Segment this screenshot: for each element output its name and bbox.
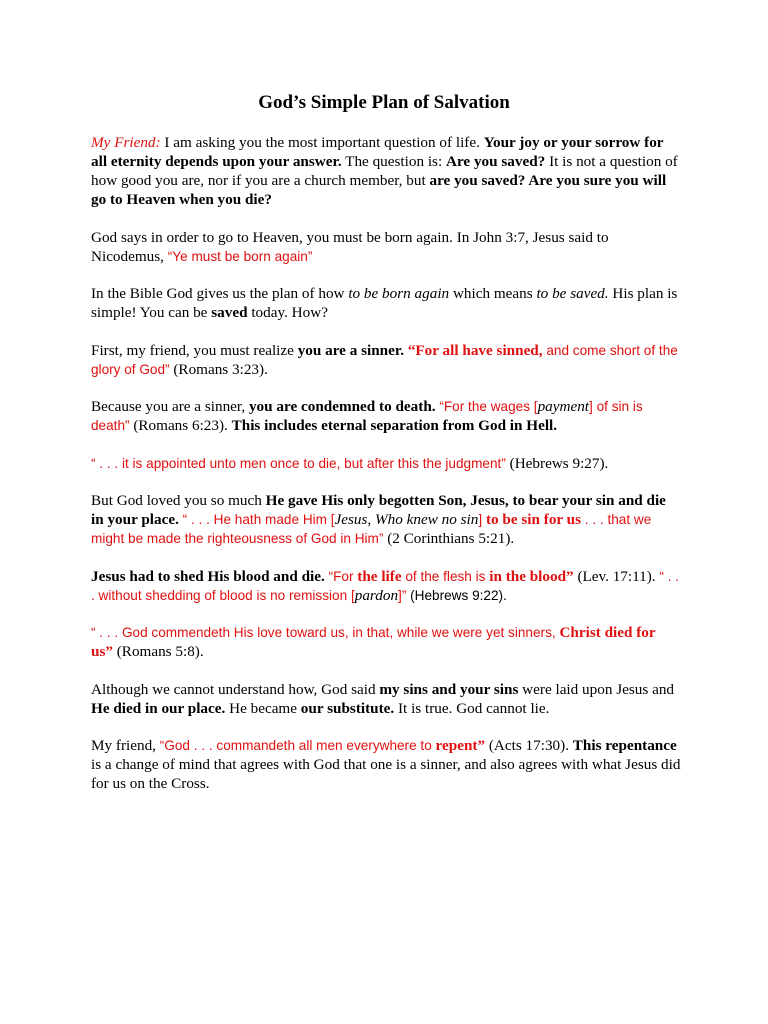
paragraph-my-friend: My Friend: I am asking you the most important question of life. Your joy or your sorrow for all eternity depends upon your answer. The question is: Are you saved? It is not a question of how good you are, nor if you are a church member, but are you saved? Are you sure you will go to Heaven when you die?: [91, 134, 678, 208]
paragraph-repent: My friend, “God . . . commandeth all men everywhere to repent” (Acts 17:30). This repentance is a change of mind that agrees with God that one is a sinner, and also agrees with what Jesus did for us on the Cross.: [91, 737, 681, 792]
page-title: God’s Simple Plan of Salvation: [258, 92, 510, 113]
paragraph-born-again: God says in order to go to Heaven, you must be born again. In John 3:7, Jesus said to Nicodemus, “Ye must be born again”: [91, 228, 609, 265]
scripture-quote: and come short of the glory of God”: [91, 342, 678, 377]
scripture-quote: “For the wages [: [435, 399, 538, 414]
scripture-quote: “God . . . commandeth all men everywhere to: [159, 738, 436, 753]
scripture-quote: “ . . . God commendeth His love toward us, in that, while we were yet sinners,: [91, 625, 560, 640]
paragraph-substitute: Although we cannot understand how, God said my sins and your sins were laid upon Jesus and He died in our place. He became our substitute. It is true. God cannot lie.: [91, 680, 675, 717]
paragraph-gods-love: But God loved you so much He gave His only begotten Son, Jesus, to bear your sin and die in your place. “ . . . He hath made Him [Jesus, Who knew no sin] to be sin for us . . . that we might be made the righteousness of God in Him” (2 Corinthians 5:21).: [91, 492, 666, 547]
greeting: My Friend:: [91, 134, 161, 151]
paragraph-judgment: “ . . . it is appointed unto men once to die, but after this the judgment” (Hebrews 9:27).: [91, 454, 609, 472]
paragraph-blood: Jesus had to shed His blood and die. “For the life of the flesh is in the blood” (Lev. 17:11). “ . . . without shedding of blood is no remission [pardon]” (Hebrews 9:22).: [91, 567, 680, 604]
scripture-quote: “For: [324, 568, 358, 584]
paragraph-christ-died: “ . . . God commendeth His love toward us, in that, while we were yet sinners, Christ died for us” (Romans 5:8).: [91, 624, 656, 660]
document-body: [91, 133, 681, 812]
scripture-quote: “Ye must be born again”: [167, 248, 313, 264]
scripture-quote: “ . . . it is appointed unto men once to die, but after this the judgment”: [91, 455, 506, 471]
paragraph-condemned: Because you are a sinner, you are condemned to death. “For the wages [payment] of sin is death” (Romans 6:23). This includes eternal separation from God in Hell.: [91, 398, 643, 434]
paragraph-plan: In the Bible God gives us the plan of how to be born again which means to be saved. His plan is simple! You can be saved today. How?: [91, 285, 678, 321]
scripture-quote: “ . . . He hath made Him [: [178, 512, 335, 527]
paragraph-sinner: First, my friend, you must realize you are a sinner. “For all have sinned, and come short of the glory of God” (Romans 3:23).: [91, 341, 678, 378]
